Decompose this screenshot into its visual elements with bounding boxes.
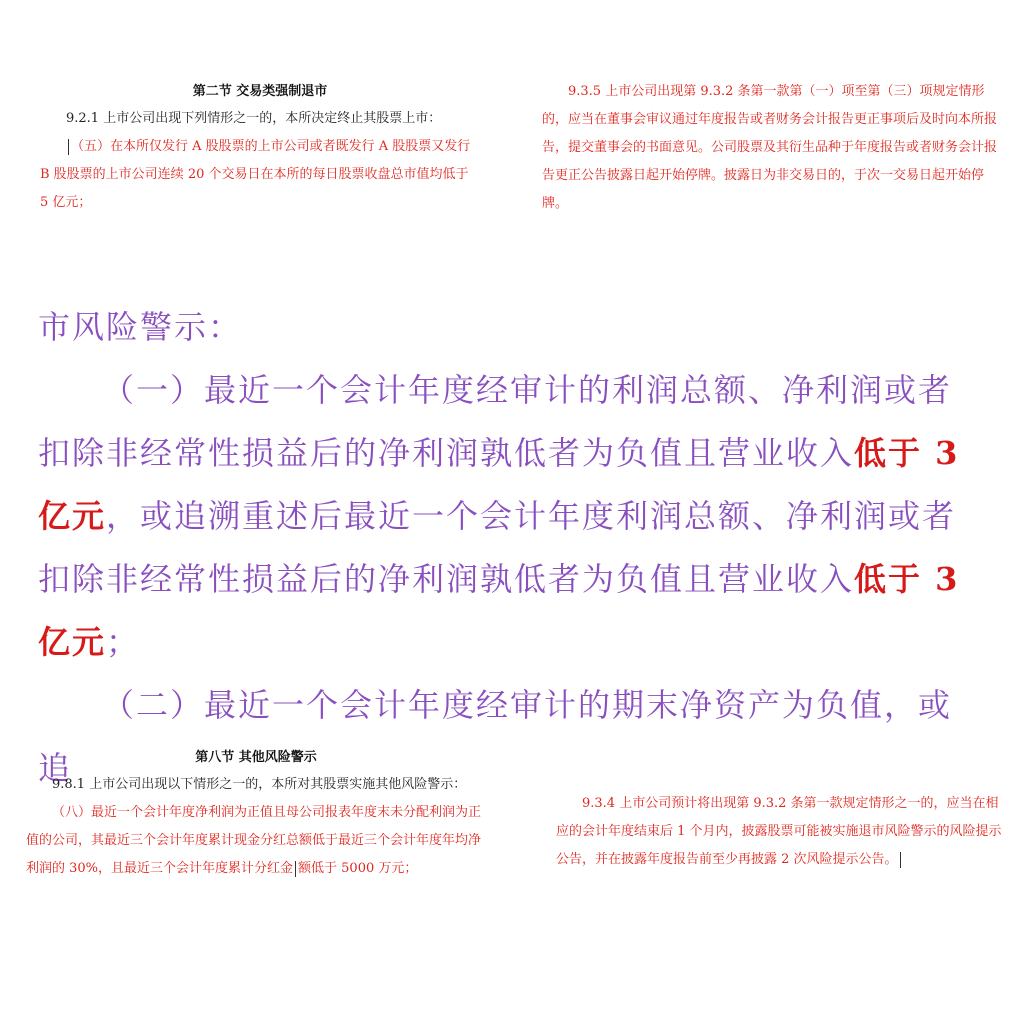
zoomed-excerpt	[38, 296, 978, 800]
clause-9-3-4-text: 9.3.4 上市公司预计将出现第 9.3.2 条第一款规定情形之一的，应当在相应的会计年度结束后 1 个月内，披露股票可能被实施退市风险警示的风险提示公告，并在披露年度报告前至少再披露 2 次风险提示公告。	[556, 796, 1002, 867]
clause-9-2-1-item-5-text: （五）在本所仅发行 A 股股票的上市公司或者既发行 A 股股票又发行 B 股股票的上市公司连续 20 个交易日在本所的每日股票收盘总市值均低于 5 亿元；	[40, 139, 471, 210]
top-left-section	[40, 80, 480, 217]
clause-9-3-5: 9.3.5 上市公司出现第 9.3.2 条第一款第（一）项至第（三）项规定情形的，应当在董事会审议通过年度报告或者财务会计报告更正事项后及时向本所报告，提交董事会的书面意见。公司股票及其衍生品种于年度报告或者财务会计报告更正公告披露日起开始停牌。披露日为非交易日的，于次一交易日起开始停牌。	[542, 84, 998, 211]
excerpt-item-1-part-c: ；	[106, 623, 141, 661]
clause-9-8-1-item-8	[26, 799, 486, 883]
bottom-left-section	[26, 746, 486, 883]
top-right-section	[542, 78, 998, 218]
clause-9-3-4	[556, 790, 1002, 874]
excerpt-item-1-part-a: （一）最近一个会计年度经审计的利润总额、净利润或者扣除非经常性损益后的净利润孰低者为负值且营业收入	[38, 371, 953, 472]
clause-9-2-1-item-5	[40, 133, 480, 217]
text-cursor-3	[900, 852, 901, 868]
clause-9-2-1: 9.2.1 上市公司出现下列情形之一的，本所决定终止其股票上市：	[66, 111, 442, 126]
bottom-right-section	[556, 790, 1002, 874]
excerpt-item-1-part-b: ，或追溯重述后最近一个会计年度利润总额、净利润或者扣除非经常性损益后的净利润孰低者为负值且营业收入	[38, 497, 957, 598]
excerpt-heading-line: 市风险警示：	[38, 308, 243, 346]
excerpt-item-1	[38, 359, 978, 674]
section-heading-2: 第二节 交易类强制退市	[192, 84, 328, 99]
excerpt-item-2: （二）最近一个会计年度经审计的期末净资产为负值，或追	[38, 686, 953, 787]
excerpt-highlight-2: 低于 3 亿元	[38, 560, 960, 661]
section-heading-8: 第八节 其他风险警示	[195, 750, 317, 765]
excerpt-highlight-1: 低于 3 亿元	[38, 434, 960, 535]
text-cursor	[68, 139, 69, 155]
clause-9-8-1: 9.8.1 上市公司出现以下情形之一的，本所对其股票实施其他风险警示：	[52, 777, 467, 792]
clause-9-8-1-item-8-text-a: （八）最近一个会计年度净利润为正值且母公司报表年度末未分配利润为正值的公司，其最近三个会计年度累计现金分红总额低于最近三个会计年度年均净利润的 30%，且最近三个会计年度累计分红金	[26, 805, 482, 876]
text-cursor-2	[295, 861, 296, 877]
clause-9-8-1-item-8-text-b: 额低于 5000 万元；	[298, 861, 418, 876]
